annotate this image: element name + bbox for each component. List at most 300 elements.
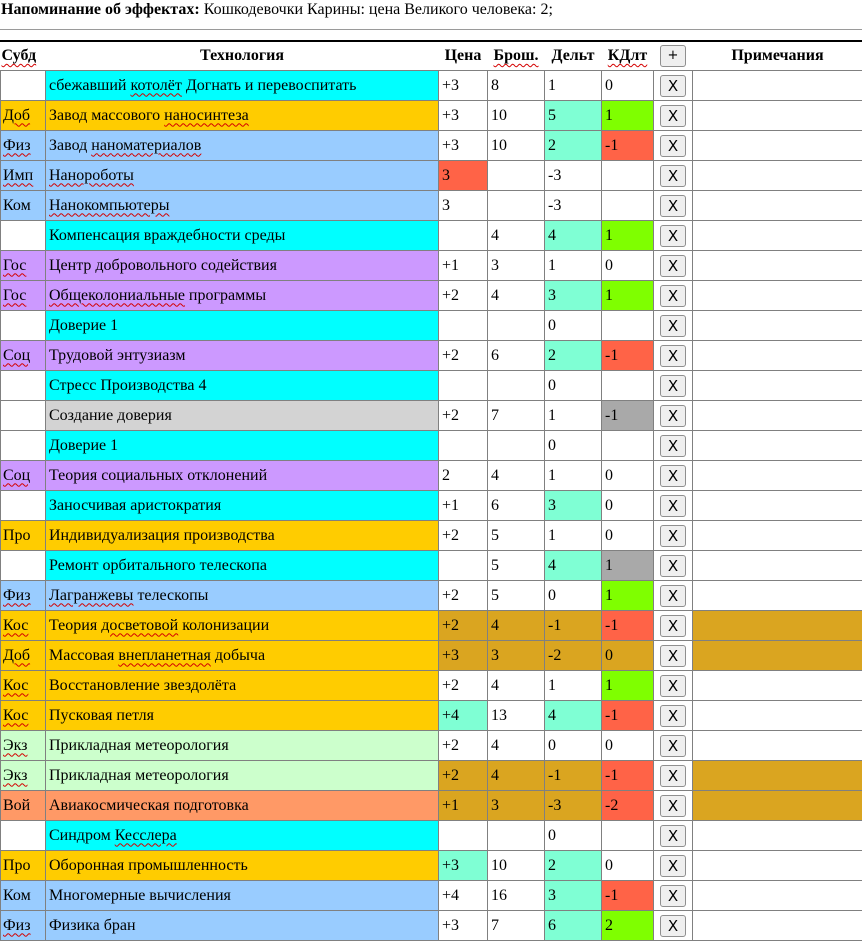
delete-row-button[interactable]: X bbox=[660, 345, 686, 367]
cell-notes[interactable] bbox=[693, 851, 862, 881]
table-row bbox=[1, 701, 862, 731]
cell-delta: -1 bbox=[545, 761, 602, 791]
delete-row-button[interactable]: X bbox=[660, 435, 686, 457]
cell-technology: Восстановление звездолёта bbox=[46, 671, 439, 701]
cell-subj: Вой bbox=[1, 791, 46, 821]
cell-thrown: 10 bbox=[488, 851, 545, 881]
cell-notes[interactable] bbox=[693, 431, 862, 461]
cell-kdelta: -1 bbox=[602, 881, 654, 911]
cell-thrown: 7 bbox=[488, 911, 545, 941]
cell-delta: 0 bbox=[545, 581, 602, 611]
cell-subj bbox=[1, 401, 46, 431]
header-delta: Дельт bbox=[545, 42, 602, 71]
cell-kdelta: -2 bbox=[602, 791, 654, 821]
cell-kdelta: 0 bbox=[602, 71, 654, 101]
cell-price: +4 bbox=[439, 701, 488, 731]
table-row bbox=[1, 161, 862, 191]
cell-delete bbox=[654, 791, 693, 821]
cell-delete bbox=[654, 761, 693, 791]
cell-notes[interactable] bbox=[693, 791, 862, 821]
cell-subj: Физ bbox=[1, 131, 46, 161]
cell-price: 3 bbox=[439, 191, 488, 221]
cell-technology: Доверие 1 bbox=[46, 431, 439, 461]
table-row bbox=[1, 491, 862, 521]
table-row bbox=[1, 791, 862, 821]
cell-price: 2 bbox=[439, 461, 488, 491]
cell-delta: 0 bbox=[545, 311, 602, 341]
cell-subj: Экз bbox=[1, 731, 46, 761]
cell-delta: 1 bbox=[545, 251, 602, 281]
table-row bbox=[1, 761, 862, 791]
delete-row-button[interactable]: X bbox=[660, 315, 686, 337]
cell-subj: Имп bbox=[1, 161, 46, 191]
cell-kdelta: 0 bbox=[602, 731, 654, 761]
cell-technology: Прикладная метеорология bbox=[46, 761, 439, 791]
cell-technology: Пусковая петля bbox=[46, 701, 439, 731]
delete-row-button[interactable]: X bbox=[660, 705, 686, 727]
cell-price: +2 bbox=[439, 731, 488, 761]
cell-technology: Нанокомпьютеры bbox=[46, 191, 439, 221]
cell-technology: Оборонная промышленность bbox=[46, 851, 439, 881]
cell-price: +3 bbox=[439, 851, 488, 881]
cell-technology: Доверие 1 bbox=[46, 311, 439, 341]
cell-delete bbox=[654, 161, 693, 191]
delete-row-button[interactable]: X bbox=[660, 855, 686, 877]
cell-delta: 0 bbox=[545, 371, 602, 401]
cell-delete bbox=[654, 221, 693, 251]
cell-subj bbox=[1, 371, 46, 401]
cell-delete bbox=[654, 821, 693, 851]
cell-thrown: 4 bbox=[488, 461, 545, 491]
delete-row-button[interactable]: X bbox=[660, 555, 686, 577]
table-row bbox=[1, 911, 862, 941]
table-row bbox=[1, 671, 862, 701]
cell-delta: -3 bbox=[545, 161, 602, 191]
cell-thrown bbox=[488, 431, 545, 461]
cell-kdelta bbox=[602, 191, 654, 221]
cell-technology: Стресс Производства 4 bbox=[46, 371, 439, 401]
cell-price: +3 bbox=[439, 131, 488, 161]
delete-row-button[interactable]: X bbox=[660, 195, 686, 217]
cell-kdelta: -1 bbox=[602, 131, 654, 161]
cell-delta: 5 bbox=[545, 101, 602, 131]
cell-technology: Компенсация враждебности среды bbox=[46, 221, 439, 251]
cell-subj: Экз bbox=[1, 761, 46, 791]
divider-line bbox=[0, 29, 862, 30]
cell-thrown bbox=[488, 161, 545, 191]
cell-technology: Заносчивая аристократия bbox=[46, 491, 439, 521]
cell-kdelta: 1 bbox=[602, 281, 654, 311]
delete-row-button[interactable]: X bbox=[660, 255, 686, 277]
table-row bbox=[1, 281, 862, 311]
cell-kdelta bbox=[602, 161, 654, 191]
cell-notes[interactable] bbox=[693, 131, 862, 161]
delete-row-button[interactable]: X bbox=[660, 735, 686, 757]
cell-technology: Синдром Кесслера bbox=[46, 821, 439, 851]
cell-kdelta: -1 bbox=[602, 611, 654, 641]
cell-notes[interactable] bbox=[693, 581, 862, 611]
delete-row-button[interactable]: X bbox=[660, 825, 686, 847]
cell-notes[interactable] bbox=[693, 401, 862, 431]
cell-notes[interactable] bbox=[693, 761, 862, 791]
cell-delta: 3 bbox=[545, 881, 602, 911]
cell-delta: -3 bbox=[545, 191, 602, 221]
cell-price: +2 bbox=[439, 671, 488, 701]
cell-delete bbox=[654, 461, 693, 491]
cell-price bbox=[439, 431, 488, 461]
header-technology: Технология bbox=[46, 42, 439, 71]
cell-kdelta: 0 bbox=[602, 851, 654, 881]
delete-row-button[interactable]: X bbox=[660, 135, 686, 157]
cell-subj: Кос bbox=[1, 671, 46, 701]
table-row bbox=[1, 431, 862, 461]
add-row-button[interactable]: + bbox=[660, 45, 686, 67]
cell-thrown bbox=[488, 311, 545, 341]
cell-delete bbox=[654, 431, 693, 461]
delete-row-button[interactable]: X bbox=[660, 885, 686, 907]
cell-subj: Доб bbox=[1, 101, 46, 131]
cell-delete bbox=[654, 911, 693, 941]
cell-delta: -2 bbox=[545, 641, 602, 671]
table-row bbox=[1, 311, 862, 341]
cell-thrown: 5 bbox=[488, 521, 545, 551]
cell-notes[interactable] bbox=[693, 611, 862, 641]
table-row bbox=[1, 191, 862, 221]
cell-delete bbox=[654, 371, 693, 401]
cell-delta: 2 bbox=[545, 341, 602, 371]
cell-kdelta: 1 bbox=[602, 221, 654, 251]
delete-row-button[interactable]: X bbox=[660, 765, 686, 787]
cell-price: +2 bbox=[439, 521, 488, 551]
cell-subj: Доб bbox=[1, 641, 46, 671]
cell-kdelta bbox=[602, 431, 654, 461]
cell-subj bbox=[1, 431, 46, 461]
technology-table bbox=[0, 42, 862, 941]
cell-delta: 3 bbox=[545, 491, 602, 521]
header-subj: Субд bbox=[1, 42, 46, 71]
cell-subj: Кос bbox=[1, 701, 46, 731]
delete-row-button[interactable]: X bbox=[660, 525, 686, 547]
cell-kdelta: -1 bbox=[602, 701, 654, 731]
cell-thrown: 4 bbox=[488, 281, 545, 311]
cell-price: +2 bbox=[439, 761, 488, 791]
cell-notes[interactable] bbox=[693, 551, 862, 581]
cell-notes[interactable] bbox=[693, 371, 862, 401]
cell-kdelta: 0 bbox=[602, 461, 654, 491]
table-row bbox=[1, 521, 862, 551]
cell-technology: Нанороботы bbox=[46, 161, 439, 191]
table-row bbox=[1, 251, 862, 281]
cell-thrown: 10 bbox=[488, 131, 545, 161]
cell-delta: 0 bbox=[545, 431, 602, 461]
cell-technology: Создание доверия bbox=[46, 401, 439, 431]
cell-delta: 1 bbox=[545, 521, 602, 551]
table-row bbox=[1, 581, 862, 611]
cell-technology: Завод массового наносинтеза bbox=[46, 101, 439, 131]
cell-notes[interactable] bbox=[693, 731, 862, 761]
cell-delete bbox=[654, 701, 693, 731]
cell-thrown: 3 bbox=[488, 641, 545, 671]
cell-delta: -1 bbox=[545, 611, 602, 641]
cell-price bbox=[439, 221, 488, 251]
cell-technology: Многомерные вычисления bbox=[46, 881, 439, 911]
cell-delete bbox=[654, 551, 693, 581]
cell-price bbox=[439, 551, 488, 581]
cell-notes[interactable] bbox=[693, 671, 862, 701]
delete-row-button[interactable]: X bbox=[660, 915, 686, 937]
cell-kdelta: 0 bbox=[602, 521, 654, 551]
table-row bbox=[1, 881, 862, 911]
cell-notes[interactable] bbox=[693, 281, 862, 311]
cell-delete bbox=[654, 71, 693, 101]
cell-subj: Кос bbox=[1, 611, 46, 641]
delete-row-button[interactable]: X bbox=[660, 465, 686, 487]
cell-thrown bbox=[488, 821, 545, 851]
cell-delta: 4 bbox=[545, 551, 602, 581]
cell-price: +2 bbox=[439, 611, 488, 641]
cell-kdelta bbox=[602, 311, 654, 341]
cell-price: +1 bbox=[439, 251, 488, 281]
cell-thrown: 5 bbox=[488, 551, 545, 581]
cell-technology: Авиакосмическая подготовка bbox=[46, 791, 439, 821]
cell-delete bbox=[654, 581, 693, 611]
cell-notes[interactable] bbox=[693, 911, 862, 941]
cell-subj: Соц bbox=[1, 341, 46, 371]
cell-thrown: 4 bbox=[488, 611, 545, 641]
cell-technology: Физика бран bbox=[46, 911, 439, 941]
cell-thrown: 3 bbox=[488, 791, 545, 821]
cell-delta: 1 bbox=[545, 71, 602, 101]
cell-delete bbox=[654, 251, 693, 281]
cell-delta: 0 bbox=[545, 731, 602, 761]
table-row bbox=[1, 821, 862, 851]
table-header-row bbox=[1, 42, 862, 71]
delete-row-button[interactable]: X bbox=[660, 225, 686, 247]
table-row bbox=[1, 641, 862, 671]
table-row bbox=[1, 101, 862, 131]
cell-thrown: 8 bbox=[488, 71, 545, 101]
cell-delete bbox=[654, 491, 693, 521]
cell-notes[interactable] bbox=[693, 101, 862, 131]
cell-price: +3 bbox=[439, 101, 488, 131]
cell-subj bbox=[1, 551, 46, 581]
delete-row-button[interactable]: X bbox=[660, 285, 686, 307]
cell-technology: Лагранжевы телескопы bbox=[46, 581, 439, 611]
cell-kdelta: -1 bbox=[602, 761, 654, 791]
cell-delta: 1 bbox=[545, 671, 602, 701]
cell-delete bbox=[654, 611, 693, 641]
cell-notes[interactable] bbox=[693, 191, 862, 221]
cell-technology: Индивидуализация производства bbox=[46, 521, 439, 551]
delete-row-button[interactable]: X bbox=[660, 615, 686, 637]
cell-notes[interactable] bbox=[693, 701, 862, 731]
cell-price: +3 bbox=[439, 911, 488, 941]
table-row bbox=[1, 461, 862, 491]
cell-thrown bbox=[488, 191, 545, 221]
cell-delete bbox=[654, 881, 693, 911]
cell-delta: 1 bbox=[545, 401, 602, 431]
header-add-cell bbox=[654, 42, 693, 71]
cell-kdelta: 1 bbox=[602, 581, 654, 611]
cell-delta: 4 bbox=[545, 221, 602, 251]
cell-kdelta: 1 bbox=[602, 101, 654, 131]
table-row bbox=[1, 71, 862, 101]
cell-kdelta: -1 bbox=[602, 401, 654, 431]
cell-technology: Ремонт орбитального телескопа bbox=[46, 551, 439, 581]
table-body bbox=[1, 71, 862, 941]
cell-technology: Теория досветовой колонизации bbox=[46, 611, 439, 641]
cell-delete bbox=[654, 311, 693, 341]
cell-price bbox=[439, 311, 488, 341]
header-price: Цена bbox=[439, 42, 488, 71]
cell-kdelta: 2 bbox=[602, 911, 654, 941]
cell-thrown: 3 bbox=[488, 251, 545, 281]
cell-subj bbox=[1, 71, 46, 101]
cell-thrown bbox=[488, 371, 545, 401]
cell-delete bbox=[654, 731, 693, 761]
cell-subj: Про bbox=[1, 851, 46, 881]
cell-notes[interactable] bbox=[693, 491, 862, 521]
delete-row-button[interactable]: X bbox=[660, 645, 686, 667]
cell-kdelta: 1 bbox=[602, 671, 654, 701]
cell-kdelta: 1 bbox=[602, 551, 654, 581]
delete-row-button[interactable]: X bbox=[660, 75, 686, 97]
table-row bbox=[1, 731, 862, 761]
cell-notes[interactable] bbox=[693, 341, 862, 371]
cell-delete bbox=[654, 851, 693, 881]
cell-technology: Общеколониальные программы bbox=[46, 281, 439, 311]
cell-notes[interactable] bbox=[693, 71, 862, 101]
cell-thrown: 4 bbox=[488, 761, 545, 791]
cell-delta: -3 bbox=[545, 791, 602, 821]
cell-delete bbox=[654, 101, 693, 131]
cell-technology: Теория социальных отклонений bbox=[46, 461, 439, 491]
header-thrown: Брош. bbox=[488, 42, 545, 71]
cell-subj bbox=[1, 311, 46, 341]
cell-price: +2 bbox=[439, 341, 488, 371]
cell-thrown: 4 bbox=[488, 731, 545, 761]
cell-technology: Трудовой энтузиазм bbox=[46, 341, 439, 371]
cell-thrown: 16 bbox=[488, 881, 545, 911]
delete-row-button[interactable]: X bbox=[660, 165, 686, 187]
cell-delta: 2 bbox=[545, 131, 602, 161]
reminder-label: Напоминание об эффектах: bbox=[1, 1, 200, 18]
delete-row-button[interactable]: X bbox=[660, 675, 686, 697]
cell-price: +2 bbox=[439, 401, 488, 431]
table-row bbox=[1, 611, 862, 641]
cell-thrown: 7 bbox=[488, 401, 545, 431]
cell-delete bbox=[654, 521, 693, 551]
cell-thrown: 5 bbox=[488, 581, 545, 611]
cell-subj bbox=[1, 821, 46, 851]
delete-row-button[interactable]: X bbox=[660, 105, 686, 127]
cell-price: +2 bbox=[439, 281, 488, 311]
cell-price: +3 bbox=[439, 71, 488, 101]
cell-delete bbox=[654, 341, 693, 371]
cell-delta: 6 bbox=[545, 911, 602, 941]
cell-subj: Гос bbox=[1, 281, 46, 311]
cell-kdelta: 0 bbox=[602, 491, 654, 521]
cell-technology: Завод наноматериалов bbox=[46, 131, 439, 161]
table-row bbox=[1, 401, 862, 431]
table-row bbox=[1, 341, 862, 371]
table-row bbox=[1, 371, 862, 401]
cell-notes[interactable] bbox=[693, 521, 862, 551]
cell-delta: 4 bbox=[545, 701, 602, 731]
cell-delete bbox=[654, 641, 693, 671]
cell-kdelta: 0 bbox=[602, 251, 654, 281]
delete-row-button[interactable]: X bbox=[660, 405, 686, 427]
cell-delete bbox=[654, 281, 693, 311]
cell-delete bbox=[654, 191, 693, 221]
cell-notes[interactable] bbox=[693, 821, 862, 851]
table-row bbox=[1, 851, 862, 881]
cell-thrown: 4 bbox=[488, 221, 545, 251]
cell-kdelta bbox=[602, 821, 654, 851]
table-row bbox=[1, 131, 862, 161]
cell-subj: Физ bbox=[1, 911, 46, 941]
cell-subj: Ком bbox=[1, 881, 46, 911]
delete-row-button[interactable]: X bbox=[660, 795, 686, 817]
table-row bbox=[1, 551, 862, 581]
cell-thrown: 6 bbox=[488, 491, 545, 521]
cell-delete bbox=[654, 671, 693, 701]
cell-kdelta bbox=[602, 371, 654, 401]
cell-notes[interactable] bbox=[693, 251, 862, 281]
cell-delta: 1 bbox=[545, 461, 602, 491]
header-kdelta: КДлт bbox=[602, 42, 654, 71]
cell-notes[interactable] bbox=[693, 881, 862, 911]
cell-kdelta: 0 bbox=[602, 641, 654, 671]
cell-thrown: 10 bbox=[488, 101, 545, 131]
cell-subj bbox=[1, 491, 46, 521]
cell-price: +3 bbox=[439, 641, 488, 671]
cell-thrown: 6 bbox=[488, 341, 545, 371]
cell-subj: Физ bbox=[1, 581, 46, 611]
cell-subj: Гос bbox=[1, 251, 46, 281]
delete-row-button[interactable]: X bbox=[660, 585, 686, 607]
cell-delta: 0 bbox=[545, 821, 602, 851]
cell-delta: 2 bbox=[545, 851, 602, 881]
reminder-text: Кошкодевочки Карины: цена Великого человека: 2; bbox=[204, 1, 553, 18]
cell-subj: Ком bbox=[1, 191, 46, 221]
cell-subj: Про bbox=[1, 521, 46, 551]
cell-notes[interactable] bbox=[693, 311, 862, 341]
cell-delete bbox=[654, 131, 693, 161]
cell-price: +1 bbox=[439, 791, 488, 821]
cell-delta: 3 bbox=[545, 281, 602, 311]
effects-reminder bbox=[1, 0, 553, 21]
cell-notes[interactable] bbox=[693, 461, 862, 491]
cell-kdelta: -1 bbox=[602, 341, 654, 371]
cell-thrown: 4 bbox=[488, 671, 545, 701]
cell-notes[interactable] bbox=[693, 641, 862, 671]
delete-row-button[interactable]: X bbox=[660, 495, 686, 517]
cell-price bbox=[439, 371, 488, 401]
cell-notes[interactable] bbox=[693, 161, 862, 191]
cell-technology: Массовая внепланетная добыча bbox=[46, 641, 439, 671]
cell-technology: Центр добровольного содействия bbox=[46, 251, 439, 281]
header-notes: Примечания bbox=[693, 42, 862, 71]
cell-price: +2 bbox=[439, 581, 488, 611]
cell-price bbox=[439, 821, 488, 851]
cell-price: +1 bbox=[439, 491, 488, 521]
delete-row-button[interactable]: X bbox=[660, 375, 686, 397]
cell-price: +4 bbox=[439, 881, 488, 911]
cell-notes[interactable] bbox=[693, 221, 862, 251]
table-row bbox=[1, 221, 862, 251]
cell-technology: Прикладная метеорология bbox=[46, 731, 439, 761]
